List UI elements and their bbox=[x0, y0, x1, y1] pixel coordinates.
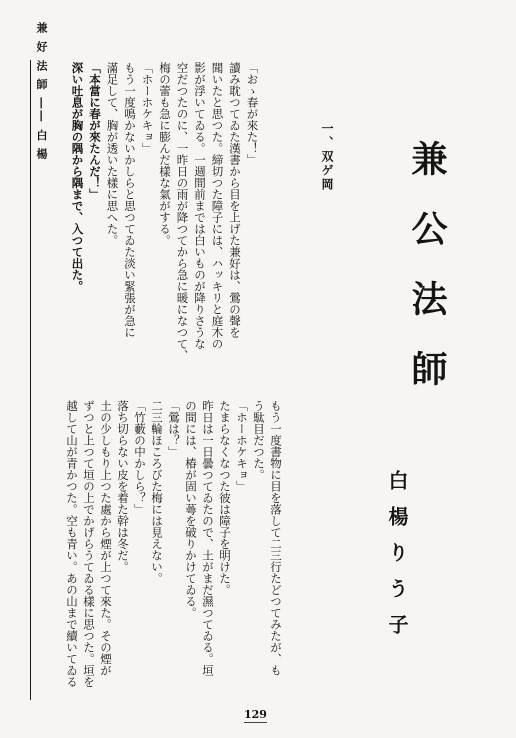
text-line: 土の少しもり上つた處から煙が上つて來た。その煙が bbox=[99, 400, 113, 676]
lower-text-block bbox=[63, 400, 284, 688]
text-line: たまらなくなつた彼は障子を明けた。 bbox=[218, 400, 232, 596]
text-line: もう一度書物に目を落して二三行たどつてみたが、も bbox=[269, 400, 283, 676]
text-line: 越して山が青かつた。空も青い。あの山まで續いてゐる bbox=[65, 400, 79, 688]
text-line: う駄目だつた。 bbox=[252, 400, 266, 481]
text-line: 「おゝ春が來た！」 bbox=[245, 62, 260, 166]
author-name: 白楊りう子 bbox=[385, 470, 409, 650]
text-line: 昨日は一日曇つてゐたので、土がまだ濕つてゐる。垣 bbox=[201, 400, 215, 676]
running-header: 兼 好 法 師 ―― 白 楊 bbox=[35, 22, 48, 161]
text-line: 「竹藪の中かしら？」 bbox=[133, 400, 147, 515]
page-number: 129 bbox=[244, 708, 267, 721]
text-line: 影が浮いてゐる。一週間前までは白いものが降りさうな bbox=[193, 62, 207, 350]
text-line: 「ホーホケキョ」 bbox=[235, 400, 249, 492]
text-line: もう一度鳴かないかしらと思つてゐた淡い緊張が急に bbox=[123, 62, 137, 338]
text-line: 「本當に春が來たんだ！」 bbox=[88, 62, 102, 200]
text-line: 聞いたと思つた。締切つた障子には、ハッキリと庭木の bbox=[210, 62, 225, 350]
left-margin-rule bbox=[30, 60, 31, 700]
text-line: 空だつたのに、一昨日の雨が降つてから急に暖になつて、 bbox=[175, 62, 190, 361]
text-line: の間には、椿が固い蕚を破りかけてゐる。 bbox=[184, 400, 198, 619]
story-title: 兼公法師 bbox=[406, 140, 448, 420]
text-line: 落ち切らない皮を着た幹は冬だ。 bbox=[116, 400, 130, 573]
text-line: 梅の蕾も急に膨んだ樣な氣がする。 bbox=[158, 62, 172, 246]
text-line: 「ホーホケキョ」 bbox=[140, 62, 155, 154]
text-line: ずつと上つて垣の上でかげらうてゐる樣に思つた。垣を bbox=[82, 400, 96, 688]
text-line: 深い吐息が胸の隅から隅まで、入つて出た。 bbox=[70, 62, 85, 292]
section-heading: 一、双ゲ岡 bbox=[320, 122, 334, 192]
text-line: 「鶯は？」 bbox=[167, 400, 181, 458]
text-line: 滿足して、胸が透いた樣に思へた。 bbox=[105, 62, 120, 246]
upper-text-block bbox=[68, 62, 261, 361]
text-line: 讀み耽つてゐた漢書から目を上げた兼好は、鶯の聲を bbox=[228, 62, 242, 338]
text-line: 二三輪ほころびた梅には見えない。 bbox=[150, 400, 164, 584]
